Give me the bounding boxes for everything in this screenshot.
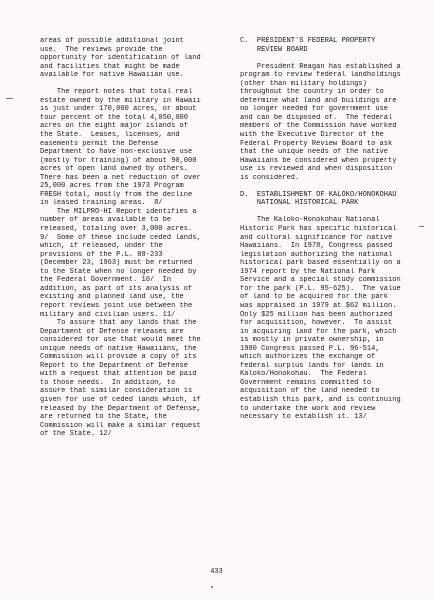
text-line: program to review federal landholdings <box>240 71 401 80</box>
text-line: NATIONAL HISTORICAL PARK <box>240 199 359 208</box>
text-line: 25,000 acres from the 1973 Program <box>40 182 184 191</box>
text-line: four percent of the total 4,050,000 <box>40 113 189 122</box>
text-line: was appraised in 1979 at $62 million. <box>240 301 397 310</box>
text-line: in leased training areas. 8/ <box>40 199 163 208</box>
margin-mark <box>6 98 13 99</box>
text-line: of land to be acquired for the park <box>240 293 389 302</box>
text-line: REVIEW BOARD <box>240 45 308 54</box>
text-line: To assure that any lands that the <box>40 319 197 328</box>
text-line <box>40 80 230 89</box>
text-line: 1974 report by the National Park <box>240 267 376 276</box>
text-line: Report to the Department of Defense <box>40 361 189 370</box>
right-column <box>240 37 418 422</box>
text-line: opportunity for identification of land <box>40 54 201 63</box>
text-line: The MILPRO-HI Report identifies a <box>40 207 197 216</box>
text-line: Kaloko/Honokohau. The Federal <box>240 370 367 379</box>
text-line: areas of possible additional joint <box>40 37 184 45</box>
text-line: (December 23, 1963) must be returned <box>40 259 193 268</box>
text-line: considered for use that would meet the <box>40 336 201 345</box>
text-line: and cultural significance for native <box>240 233 393 242</box>
text-line: addition, as part of its analysis of <box>40 284 193 293</box>
speck <box>211 586 213 588</box>
text-line: are returned to the State, the <box>40 413 167 422</box>
text-line: to the State when no longer needed by <box>40 267 197 276</box>
text-line: Hawaiians. In 1978, Congress passed <box>240 242 393 251</box>
text-line: is mostly in private ownership, in <box>240 336 384 345</box>
text-line: FRESH total, mostly from the decline <box>40 190 193 199</box>
text-line: (other than military holdings) <box>240 79 367 88</box>
text-line: the Federal Government. 10/ In <box>40 276 172 285</box>
text-line: necessary to establish it. 13/ <box>240 413 367 422</box>
text-line: (mostly for training) of about 90,000 <box>40 156 197 165</box>
text-line: use. The reviews provide the <box>40 45 163 54</box>
text-line: 9/ Some of these include ceded lands, <box>40 233 201 242</box>
text-line: estate owned by the military in Hawaii <box>40 96 201 105</box>
text-line: in acquiring land for the park, which <box>240 327 397 336</box>
text-line <box>240 208 418 217</box>
text-line: Department to have non-exclusive use <box>40 148 193 157</box>
text-line: which, if released, under the <box>40 242 163 251</box>
text-line: legislation authorizing the national <box>240 250 393 259</box>
text-line: released, totaling over 3,000 acres. <box>40 225 193 234</box>
text-line: the State. Leases, licenses, and <box>40 131 180 140</box>
text-line: acquisition of the land needed to <box>240 387 380 396</box>
text-line: use is reviewed and when disposition <box>240 165 393 174</box>
text-line: assure that similar consideration is <box>40 387 193 396</box>
text-line: military and civilian users. 11/ <box>40 310 176 319</box>
text-line: number of areas available to be <box>40 216 172 225</box>
text-line: Service and a special study commission <box>240 276 401 285</box>
text-line: There has been a net reduction of over <box>40 173 201 182</box>
text-line: C. PRESIDENT'S FEDERAL PROPERTY <box>240 37 376 45</box>
text-line: with a request that attention be paid <box>40 370 197 379</box>
page-number: 433 <box>210 568 223 576</box>
text-line: 1980 Congress passed P.L. 96-514, <box>240 344 380 353</box>
text-line: acres on the eight major islands of <box>40 122 189 131</box>
text-line: no longer needed for government use <box>240 105 389 114</box>
text-line: for the park (P.L. 95-625). The value <box>240 284 401 293</box>
text-line: throughout the country in order to <box>240 88 384 97</box>
text-line: for acquisition, however. To assist <box>240 319 393 328</box>
text-line: existing and planned land use, the <box>40 293 184 302</box>
text-line: released by the Department of Defense, <box>40 404 201 413</box>
text-line: Government remains committed to <box>240 378 372 387</box>
text-line: D. ESTABLISHMENT OF KALOKO/HONOKOHAU <box>240 190 397 199</box>
text-line: to those needs. In addition, to <box>40 378 176 387</box>
text-line: Department of Defense releases are <box>40 327 184 336</box>
text-line: members of the Commission have worked <box>240 122 397 131</box>
text-line: and can be disposed of. The federal <box>240 113 393 122</box>
left-column <box>40 37 230 439</box>
text-line: is considered. <box>240 173 300 182</box>
text-line: is just under 170,000 acres, or about <box>40 105 197 114</box>
text-line <box>240 54 418 63</box>
text-line: establish this park, and is continuing <box>240 395 401 404</box>
text-line: Historic Park has specific historical <box>240 225 397 234</box>
text-line: historical park based essentially on a <box>240 259 401 268</box>
text-line: The Kaloko-Honokohau National <box>240 216 380 225</box>
text-line: that the unique needs of the native <box>240 148 389 157</box>
text-line: and facilities that might be made <box>40 62 180 71</box>
text-line: which authorizes the exchange of <box>240 353 376 362</box>
text-line: determine what land and buildings are <box>240 96 397 105</box>
text-line: Federal Property Review Board to ask <box>240 139 393 148</box>
text-line: of the State. 12/ <box>40 430 112 439</box>
text-line <box>240 182 418 191</box>
margin-mark <box>419 226 424 227</box>
text-line: federal surplus lands for lands in <box>240 361 384 370</box>
text-line: with the Executive Director of the <box>240 131 384 140</box>
text-line: easements permit the Defense <box>40 139 159 148</box>
text-line: acres of open land owned by others. <box>40 165 189 174</box>
text-line: The report notes that total real <box>40 88 193 97</box>
text-line: given for use of ceded lands which, if <box>40 395 201 404</box>
text-line: Commission will make a similar request <box>40 421 201 430</box>
text-line: report reviews joint use between the <box>40 301 193 310</box>
text-line: Commission will provide a copy of its <box>40 353 197 362</box>
text-line: to undertake the work and review <box>240 404 376 413</box>
text-line: President Reagan has established a <box>240 62 401 71</box>
text-line: provisions of the P.L. 88-233 <box>40 250 163 259</box>
text-line: unique needs of native Hawaiians, the <box>40 344 197 353</box>
text-line: available for native Hawaiian use. <box>40 71 184 80</box>
text-line: Hawaiians be considered when property <box>240 156 397 165</box>
text-line: Only $25 million has been authorized <box>240 310 393 319</box>
